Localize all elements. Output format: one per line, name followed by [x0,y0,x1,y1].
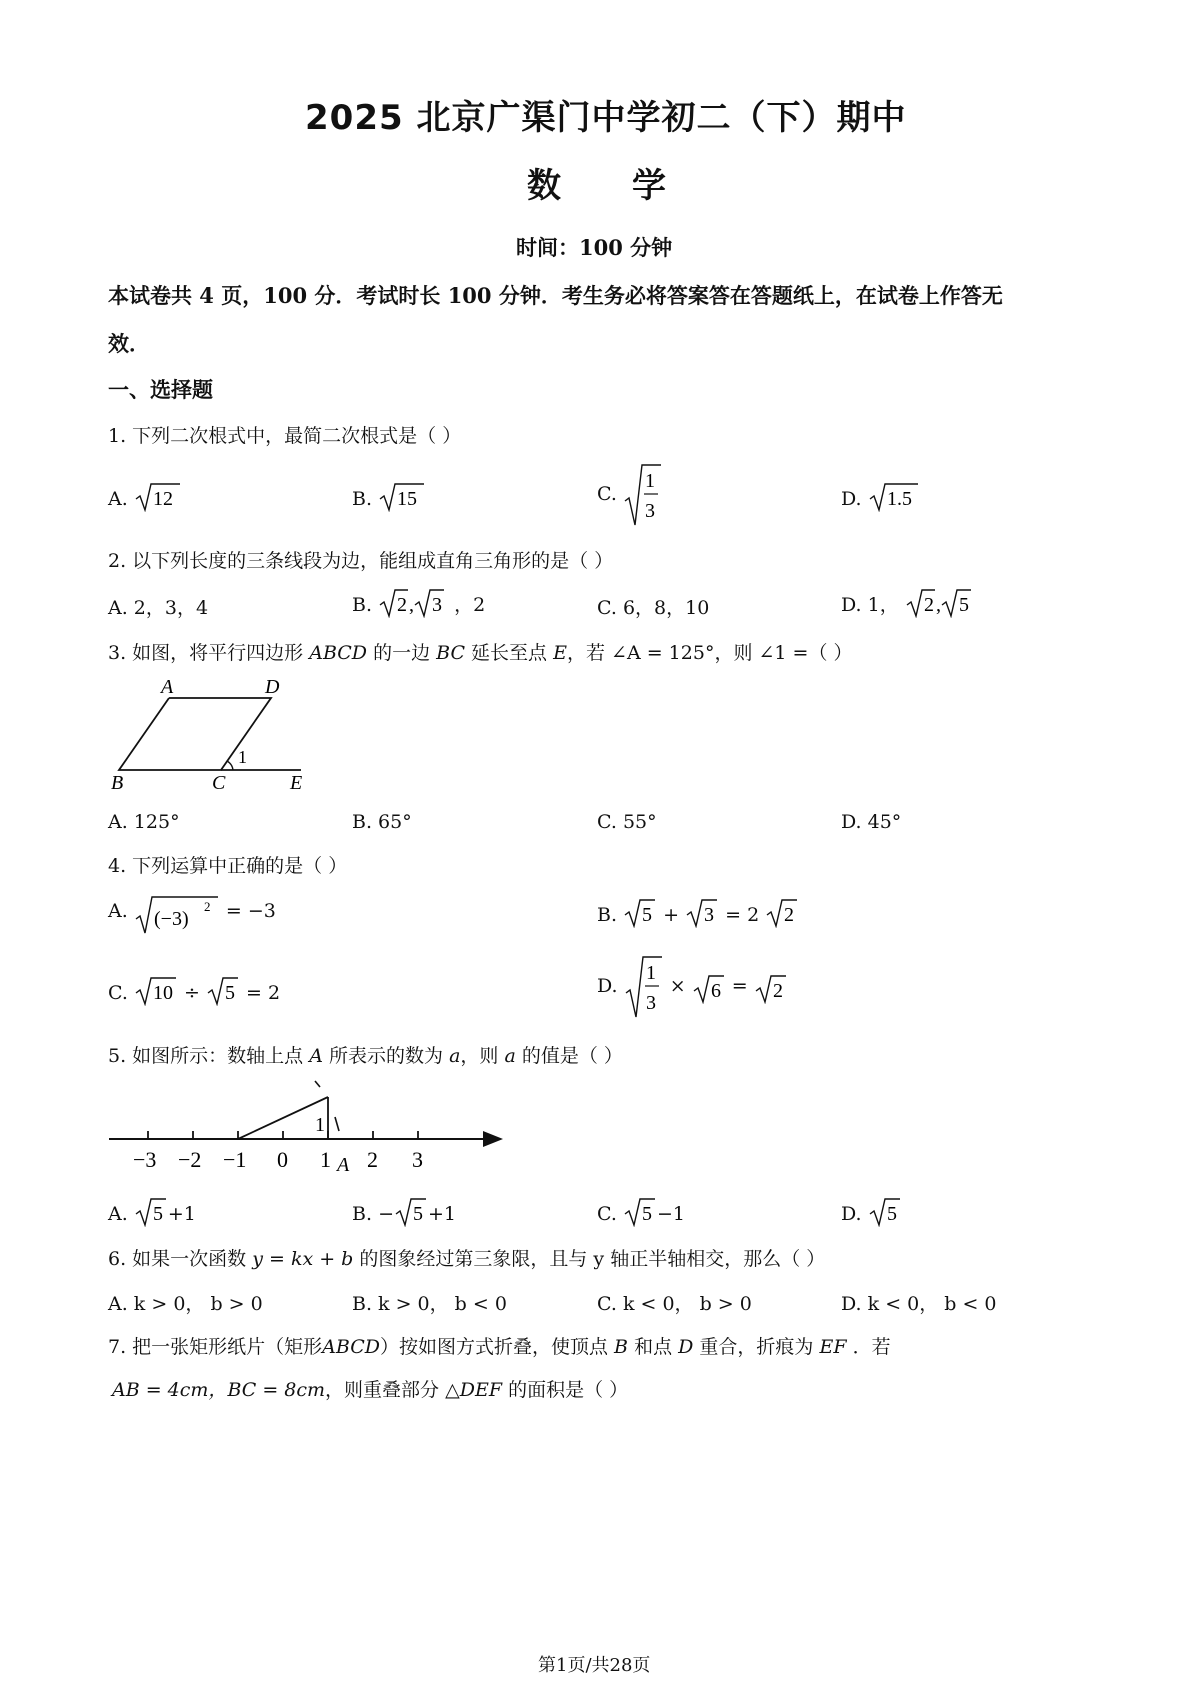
q1-stem: 1. 下列二次根式中，最简二次根式是（ ） [108,425,462,447]
radical-icon [134,976,178,1006]
axis-tick-2: 2 [367,1147,378,1172]
q3-stem-angle: ∠A = 125° [611,642,715,664]
axis-tick-3: 3 [412,1147,423,1172]
q4-option-d [597,955,788,1019]
q5-number-line-figure [105,1075,505,1175]
q7-line1-pre: 7. 把一张矩形纸片（矩形 [108,1336,323,1358]
section-heading: 一、选择题 [108,377,213,402]
q5-b-tail: +1 [427,1203,456,1225]
axis-tick-neg2: −2 [178,1147,202,1172]
radical-icon [765,898,799,928]
exam-time: 时间：100 分钟 [516,235,673,260]
q4-d-radicand-2: 6 [710,980,721,1002]
fig-label-d: D [265,676,280,698]
fig-label-angle-1: 1 [238,747,247,767]
q3-option-d: D. 45° [841,811,902,833]
q4-option-b [597,898,799,928]
q5-b-label: B. [352,1203,373,1225]
q3-option-a: A. 125° [108,811,180,833]
q7-line1-abcd: ABCD [322,1336,380,1358]
q2-b-label: B. [352,594,373,616]
q7-line1-d: D [678,1336,694,1358]
q5-option-b [352,1197,456,1227]
page-title: 2025 北京广渠门中学初二（下）期中 [305,98,907,138]
q1-d-label: D. [841,488,862,510]
q5-stem [108,1041,623,1068]
q4-option-a [108,895,276,935]
radical-icon [868,1197,902,1227]
q7-line2-triangle: △DEF [445,1379,503,1401]
q2-option-d [841,588,975,618]
q5-option-d [841,1197,902,1227]
q5-c-label: C. [597,1203,617,1225]
q6-stem [108,1244,825,1271]
radicals-icon [905,588,975,618]
q7-line1-b: B [614,1336,629,1358]
q3-stem-e: E [553,642,567,664]
q2-option-b [352,588,485,618]
radicals-icon [378,588,448,618]
q5-stem-a: A [309,1045,323,1067]
q2-b-comma: , [409,594,415,616]
q2-d-radicand-2: 5 [958,594,969,616]
q3-stem-pre: 3. 如图，将平行四边形 [108,642,304,664]
q1-a-radicand: 12 [152,488,173,510]
q5-stem-mid2: ，则 [460,1045,499,1067]
radical-icon [206,976,240,1006]
q1-option-c [597,463,663,527]
q2-b-radicand-1: 2 [397,594,408,616]
q3-stem-mid2: 延长至点 [471,642,548,664]
q6-option-a: A. k > 0， b > 0 [108,1293,263,1315]
intro-line-2: 效． [108,331,150,356]
q5-stem-pre: 5. 如图所示：数轴上点 [108,1045,304,1067]
q5-a-radicand: 5 [152,1203,163,1225]
q4-b-eq: = 2 [725,904,760,926]
q2-option-c: C. 6，8，10 [597,597,710,619]
q4-stem: 4. 下列运算中正确的是（ ） [108,855,348,877]
q4-a-label: A. [108,900,128,922]
q2-d-label: D. 1， [841,594,899,616]
subject-char-1: 数 [527,166,561,206]
q6-option-c: C. k < 0， b > 0 [597,1293,752,1315]
intro-line-1: 本试卷共 4 页，100 分．考试时长 100 分钟．考生务必将答案答在答题纸上，在试卷上作答无 [108,283,1003,308]
radical-fraction-icon [624,955,664,1019]
axis-point-a: A [337,1154,350,1175]
q3-stem-mid: 的一边 [373,642,431,664]
radical-icon [134,895,220,935]
q7-line1-mid: ）按如图方式折叠，使顶点 [379,1336,608,1358]
radical-icon [394,1197,428,1227]
q6-stem-function: y = kx + b [252,1248,354,1270]
q4-d-times: × [669,975,686,997]
q7-line1-end: ．若 [852,1336,891,1358]
axis-tick-0: 0 [277,1147,288,1172]
q3-stem-bc: BC [436,642,465,664]
fig-label-e: E [290,772,303,794]
radical-icon [134,1197,168,1227]
q2-stem: 2. 以下列长度的三条线段为边，能组成直角三角形的是（ ） [108,550,614,572]
q3-parallelogram-figure [105,675,315,795]
q6-stem-end: 的图象经过第三象限，且与 y 轴正半轴相交，那么（ ） [359,1248,826,1270]
q5-b-radicand: 5 [412,1203,423,1225]
q5-d-label: D. [841,1203,862,1225]
q5-stem-mid: 所表示的数为 [329,1045,444,1067]
axis-tick-1: 1 [320,1147,331,1172]
q4-c-rhs: = 2 [246,982,281,1004]
q4-a-inner: (−3) [153,908,189,930]
q5-stem-var: a [449,1045,461,1067]
q7-line-1 [108,1332,891,1359]
q3-option-c: C. 55° [597,811,657,833]
q6-stem-pre: 6. 如果一次函数 [108,1248,247,1270]
q4-c-radicand-2: 5 [224,982,235,1004]
q7-line1-ef: EF [819,1336,847,1358]
q4-d-numerator: 1 [645,962,656,984]
q4-b-radicand-1: 5 [642,904,653,926]
q4-d-label: D. [597,975,618,997]
q5-b-neg: − [378,1203,394,1225]
radical-icon [623,1197,657,1227]
q1-option-d [841,482,920,512]
q3-stem-end: ，则 ∠1 =（ ） [714,642,853,664]
q7-line2-ab: AB = 4cm， [112,1379,228,1401]
q5-option-c [597,1197,685,1227]
q2-b-radicand-2: 3 [432,594,443,616]
q2-d-comma: , [935,594,941,616]
q4-d-radicand-3: 2 [772,980,783,1002]
q1-c-numerator: 1 [644,470,655,492]
radical-icon [623,898,657,928]
q5-a-label: A. [108,1203,128,1225]
radical-icon [692,974,726,1004]
q4-a-rhs: = −3 [225,900,276,922]
q6-option-b: B. k > 0， b < 0 [352,1293,507,1315]
radical-icon [685,898,719,928]
q1-d-radicand: 1.5 [886,488,912,510]
q1-b-label: B. [352,488,373,510]
q7-line1-mid2: 和点 [634,1336,673,1358]
subject-char-2: 学 [632,166,666,206]
q1-c-label: C. [597,483,617,505]
q1-a-label: A. [108,488,128,510]
q7-line2-end: 的面积是（ ） [508,1379,629,1401]
q3-stem [108,638,853,665]
q2-d-radicand-1: 2 [923,594,934,616]
q5-a-tail: +1 [167,1203,196,1225]
fig-label-b: B [111,772,124,794]
axis-tick-neg3: −3 [133,1147,157,1172]
q1-option-a [108,482,182,512]
q5-option-a [108,1197,196,1227]
q7-line1-mid3: 重合，折痕为 [699,1336,814,1358]
q5-c-tail: −1 [656,1203,685,1225]
q4-a-exponent: 2 [203,899,211,914]
q3-stem-mid3: ，若 [566,642,605,664]
fig-label-c: C [212,772,226,794]
q4-b-label: B. [597,904,618,926]
axis-tick-neg1: −1 [223,1147,247,1172]
radical-fraction-icon [623,463,663,527]
q1-b-radicand: 15 [397,488,418,510]
q7-line2-mid: ，则重叠部分 [325,1379,440,1401]
q1-option-b [352,482,426,512]
q4-b-radicand-3: 2 [784,904,795,926]
radical-icon [134,482,182,512]
radical-icon [378,482,426,512]
q7-line-2 [112,1375,628,1402]
fig-label-side-1: 1 [315,1114,325,1136]
q5-stem-end: 的值是（ ） [521,1045,623,1067]
q5-c-radicand: 5 [641,1203,652,1225]
q2-option-a: A. 2，3，4 [108,597,209,619]
q1-c-denominator: 3 [644,500,655,522]
q4-c-label: C. [108,982,128,1004]
q7-line2-bc: BC = 8cm [227,1379,326,1401]
radical-icon [868,482,920,512]
q4-c-div: ÷ [184,982,200,1004]
q4-c-radicand-1: 10 [152,982,173,1004]
fig-label-a: A [161,676,174,698]
q5-d-radicand: 5 [886,1203,897,1225]
q4-b-radicand-2: 3 [704,904,715,926]
q4-d-eq: = [731,975,748,997]
q6-option-d: D. k < 0， b < 0 [841,1293,997,1315]
page-footer: 第1页/共28页 [538,1655,651,1676]
q3-stem-abcd: ABCD [309,642,368,664]
q4-option-c [108,976,280,1006]
radical-icon [754,974,788,1004]
q4-b-plus: + [663,904,680,926]
q4-d-denominator: 3 [645,992,656,1014]
q5-stem-var2: a [504,1045,516,1067]
q3-option-b: B. 65° [352,811,412,833]
q2-b-tail: ，2 [454,594,486,616]
